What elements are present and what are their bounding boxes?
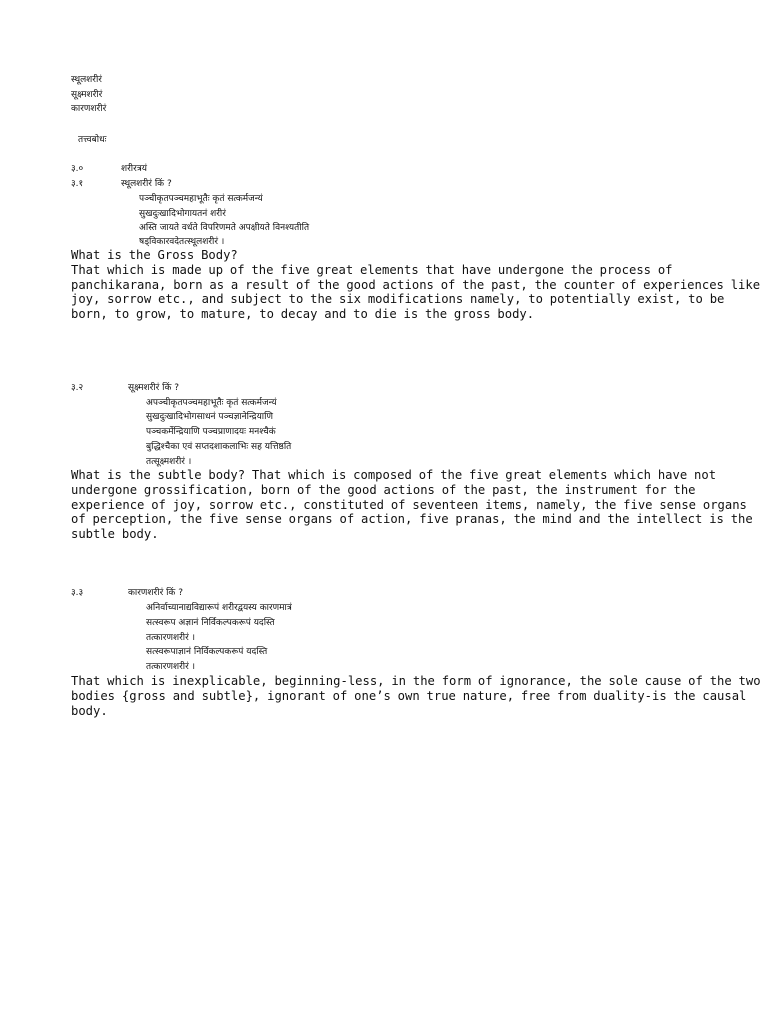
section-title: शरीरत्रयं <box>121 164 148 174</box>
section-3-0 <box>71 162 147 177</box>
sanskrit-line: तत्कारणशरीरं । <box>146 662 196 672</box>
gross-body-answer: That which is made up of the five great elements that have undergone the process of panchikarana, born as a result of the good actions of the past, the counter of experiences like joy, sorrow etc., and subject to the six modifications namely, to potentially exist, to be born, to grow, to mature, to decay and to die is the gross body. <box>71 262 761 322</box>
subtle-body-translation <box>71 468 761 542</box>
section-number: ३.० <box>71 164 84 174</box>
sanskrit-line: सत्स्वरूप अज्ञानं निर्विकल्पकरूपं यदस्ति <box>146 618 275 628</box>
sanskrit-line: अपञ्चीकृतपञ्चमहाभूतैः कृतं सत्कर्मजन्यं <box>146 398 277 408</box>
sanskrit-line: तत्कारणशरीरं । <box>146 633 196 643</box>
subtle-body-text: What is the subtle body? That which is composed of the five great elements which have not undergone grossification, born of the good actions of the past, the instrument for the experience of joy, sorrow etc., constituted of seventeen items, namely, the five sense organs of perception, the five sense organs of action, five pranas, the mind and the intellect is the subtle body. <box>71 468 753 542</box>
sanskrit-line: तत्सूक्ष्मशरीरं । <box>146 457 192 467</box>
causal-body-text: That which is inexplicable, beginning-less, in the form of ignorance, the sole cause of the two bodies {gross and subtle}, ignorant of one’s own true nature, free from duality-is the causal body. <box>71 674 761 718</box>
section-title: कारणशरीरं किं ? <box>128 588 183 598</box>
sanskrit-line: षड्विकारवदेतत्स्थूलशरीरं । <box>139 237 225 247</box>
section-3-2-heading <box>71 381 179 396</box>
section-3-1-heading <box>71 177 172 192</box>
sanskrit-line: अनिर्वाच्यानाद्यविद्यारूपं शरीरद्वयस्य कारणमात्रं <box>146 603 292 613</box>
tattvabodha-heading: तत्त्वबोधः <box>78 135 107 145</box>
sanskrit-line: पञ्चकर्मेन्द्रियाणि पञ्चप्राणादयः मनश्चैकं <box>146 427 276 437</box>
header-line-subtle-body: सूक्ष्मशरीरं <box>71 90 103 100</box>
section-number: ३.२ <box>71 383 84 393</box>
section-number: ३.१ <box>71 179 84 189</box>
sanskrit-line: अस्ति जायते वर्धते विपरिणमते अपक्षीयते विनश्यतीति <box>139 223 310 233</box>
section-number: ३.३ <box>71 588 84 598</box>
header-line-causal-body: कारणशरीरं <box>71 104 107 114</box>
gross-body-translation <box>71 248 761 322</box>
sanskrit-line: बुद्धिश्चैका एवं सप्तदशाकलाभिः सह यत्तिष्ठति <box>146 442 292 452</box>
header-line-gross-body: स्थूलशरीरं <box>71 75 102 85</box>
section-3-3-heading <box>71 586 183 601</box>
sanskrit-line: सुखदुःखादिभोगसाधनं पञ्चज्ञानेन्द्रियाणि <box>146 412 273 422</box>
section-title: स्थूलशरीरं किं ? <box>121 179 172 189</box>
sanskrit-line: सत्स्वरूपाज्ञानं निर्विकल्पकरूपं यदस्ति <box>146 647 268 657</box>
section-title: सूक्ष्मशरीरं किं ? <box>128 383 180 393</box>
causal-body-translation <box>71 674 761 718</box>
sanskrit-line: पञ्चीकृतपञ्चमहाभूतैः कृतं सत्कर्मजन्यं <box>139 194 263 204</box>
gross-body-question: What is the Gross Body? <box>71 248 238 262</box>
sanskrit-line: सुखदुःखादिभोगायतनं शरीरं <box>139 209 226 219</box>
